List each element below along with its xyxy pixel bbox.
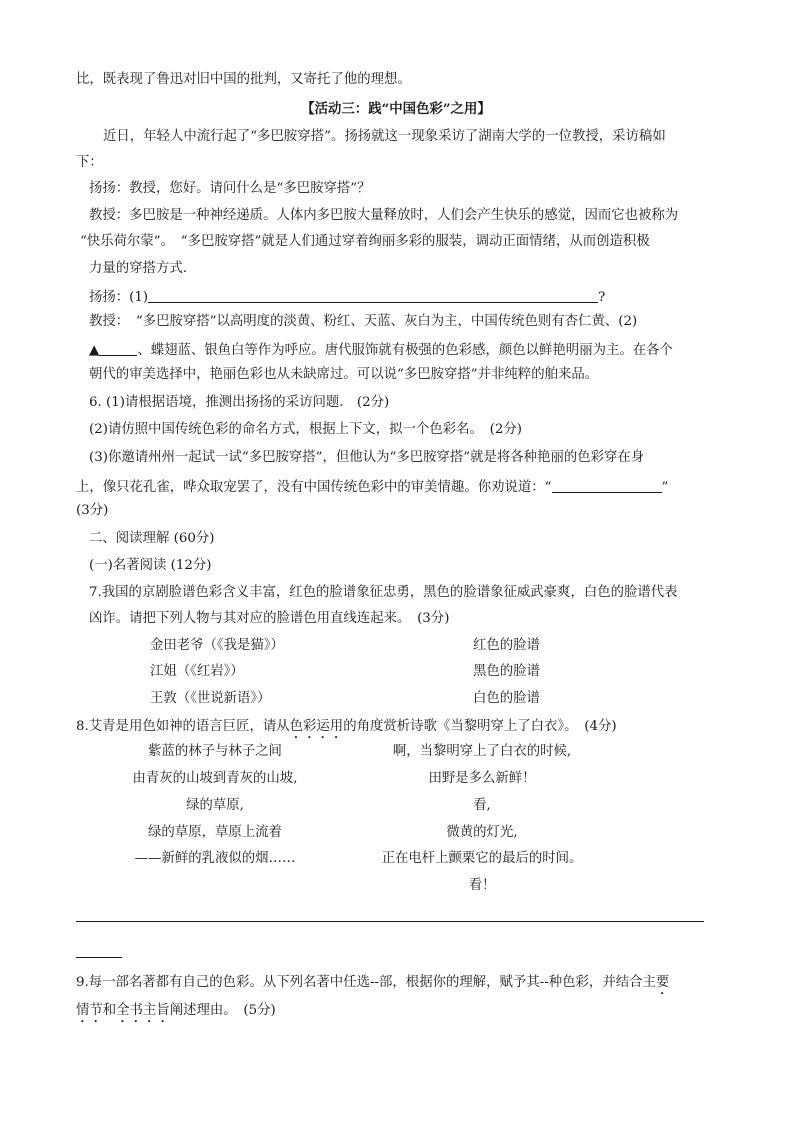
text-line: 力量的穿搭方式. xyxy=(89,261,187,276)
poem-line: 田野是多么新鲜！ xyxy=(428,771,536,786)
question-8: 8.艾青是用色如神的语言巨匠，请从色彩运用的角度赏析诗歌《当黎明穿上了白衣》。 (4分) xyxy=(76,719,617,734)
poem-line: ——新鲜的乳液似的烟…… xyxy=(134,851,296,866)
text-line: 比，既表现了鲁迅对旧中国的批判，又寄托了他的理想。 xyxy=(76,72,411,87)
matching-character[interactable]: 金田老爷（《我是猫》） xyxy=(150,638,284,653)
answer-rule-short[interactable] xyxy=(76,957,122,958)
poem-line: 绿的草原, xyxy=(186,798,244,813)
text-line: 朝代的审美选择中，艳丽色彩也从未缺席过。可以说“多巴胺穿搭”并非纯粹的舶来品。 xyxy=(89,367,599,382)
subsection-title: (一)名著阅读 (12分) xyxy=(89,558,212,573)
score-note: (3分) xyxy=(76,503,109,518)
text-line: 教授： “多巴胺穿搭”以高明度的淡黄、粉红、天蓝、灰白为主，中国传统色则有杏仁黄、(2) xyxy=(89,314,638,329)
matching-character[interactable]: 江姐（《红岩》） xyxy=(150,664,244,679)
poem-line: 紫蓝的林子与林子之间 xyxy=(148,744,282,759)
question-6-1: 6. (1)请根据语境，推测出扬扬的采访问题. (2分) xyxy=(89,395,390,410)
text-line: 近日，年轻人中流行起了“多巴胺穿搭”。扬扬就这一现象采访了湖南大学的一位教授，采访稿如 xyxy=(103,129,666,144)
question-1-line: 扬扬：(1) ? xyxy=(89,290,606,305)
poem-line: 看, xyxy=(473,798,491,813)
section-heading: 【活动三：践“中国色彩”之用】 xyxy=(301,101,491,117)
answer-blank-2[interactable] xyxy=(99,341,137,356)
matching-mask[interactable]: 黑色的脸谱 xyxy=(473,664,540,679)
poem-line: 由青灰的山坡到青灰的山坡, xyxy=(132,771,298,786)
question-6-3: (3)你邀请州州一起试一试“多巴胺穿搭”，但他认为“多巴胺穿搭”就是将各种艳丽的色彩穿在身 xyxy=(89,450,645,465)
question-7: 7.我国的京剧脸谱色彩含义丰富，红色的脸谱象征忠勇，黑色的脸谱象征威武豪爽，白色的脸谱代表 xyxy=(89,585,678,600)
triangle-icon: ▲ xyxy=(89,343,100,358)
text-line: 情节和全书主旨阐述理由。 (5分) xyxy=(76,1003,276,1018)
text-line: 凶诈。请把下列人物与其对应的脸谱色用直线连起来。 (3分) xyxy=(89,611,450,626)
question-6-3-line: 上，像只花孔雀，哗众取宠罢了，没有中国传统色彩中的审美情趣。你劝说道：“ ” xyxy=(76,480,669,495)
answer-blank-1[interactable] xyxy=(148,288,598,303)
poem-line: 看！ xyxy=(468,878,496,893)
answer-rule[interactable] xyxy=(76,921,704,922)
question-6-2: (2)请仿照中国传统色彩的命名方式，根据上下文，拟一个色彩名。 (2分) xyxy=(89,422,522,437)
poem-line: 正在电杆上颤栗它的最后的时间。 xyxy=(381,851,583,866)
text-line: 扬扬：教授，您好。请问什么是“多巴胺穿搭”？ xyxy=(89,181,371,196)
matching-mask[interactable]: 白色的脸谱 xyxy=(473,691,540,706)
section-title: 二、阅读理解 (60分) xyxy=(89,531,215,546)
text-line: “快乐荷尔蒙”。 “多巴胺穿搭”就是人们通过穿着绚丽多彩的服装，调动正面情绪，从而创造积极 xyxy=(80,234,650,249)
poem-line: 微黄的灯光, xyxy=(446,825,518,840)
matching-character[interactable]: 王敦（《世说新语》） xyxy=(150,691,271,706)
question-9: 9.每一部名著都有自己的色彩。从下列名著中任选--部，根据你的理解，赋予其--种色彩，并结合主要 xyxy=(76,975,670,990)
poem-line: 绿的草原，草原上流着 xyxy=(148,825,282,840)
text-line: 教授：多巴胺是一种神经递质。人体内多巴胺大量释放时，人们会产生快乐的感觉，因而它也被称为 xyxy=(89,208,679,223)
matching-mask[interactable]: 红色的脸谱 xyxy=(473,638,540,653)
text-line: 下： xyxy=(76,155,103,170)
answer-blank-3[interactable] xyxy=(552,478,662,493)
question-2-line: ▲ 、蝶翅蓝、银鱼白等作为呼应。唐代服饰就有极强的色彩感，颜色以鲜艳明丽为主。在各个 xyxy=(89,343,673,358)
poem-line: 啊，当黎明穿上了白衣的时候, xyxy=(392,744,572,759)
